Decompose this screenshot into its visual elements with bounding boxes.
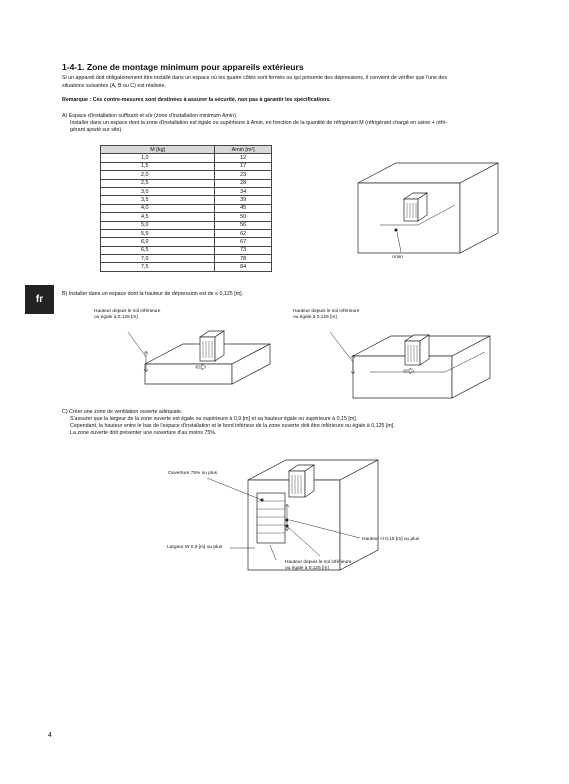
b2-label-line-1: Hauteur depuis le sol inférieure — [293, 309, 360, 314]
cell-amin: 45 — [215, 204, 272, 212]
b1-label-line-1: Hauteur depuis le sol inférieure — [94, 309, 161, 314]
cell-amin: 28 — [215, 179, 272, 187]
cell-m: 2,0 — [101, 171, 215, 179]
section-c-line-3: Cependant, la hauteur entre le bas de l'espace d'installation et le bord inférieur de la zone ouverte doit être inférieure ou égale à 0,125 [m]. — [70, 423, 395, 429]
section-c-line-2: S'assurer que la largeur de la zone ouverte est égale ou supérieure à 0,9 [m] et sa hauteur égale ou supérieure à 0,15 [m]. — [70, 416, 358, 422]
figure-c-opening-dot — [261, 499, 263, 501]
cell-amin: 17 — [215, 162, 272, 170]
cell-m: 4,5 — [101, 213, 215, 221]
cell-m: 3,5 — [101, 196, 215, 204]
cell-m: 5,5 — [101, 229, 215, 237]
figure-b2-leader — [330, 332, 355, 374]
cell-m: 1,5 — [101, 162, 215, 170]
cell-amin: 84 — [215, 263, 272, 271]
cell-m: 6,0 — [101, 238, 215, 246]
cell-amin: 34 — [215, 187, 272, 195]
c-width-label: Largeur W 0,9 [m] ou plus — [167, 545, 223, 550]
intro-line-2: situations suivantes (A, B ou C) est réalisée. — [62, 83, 166, 89]
figure-c-height-dot — [286, 519, 288, 521]
language-tab: fr — [25, 285, 54, 314]
section-a-line-1: A) Espace d'installation suffisant et sûr (zone d'installation minimum Amin). — [62, 113, 238, 119]
cell-amin: 23 — [215, 171, 272, 179]
section-b-line: B) Installer dans un espace dont la hauteur de dépression est de ≤ 0,125 [m]. — [62, 291, 244, 297]
section-a-line-2: Installer dans un espace dont la zone d'installation est égale ou supérieure à Amin, en fonction de la quantité de réfrigérant M (réfrigérant chargé en usine + réfri- — [70, 120, 448, 126]
c-opening-label: Ouverture 75% ou plus — [168, 471, 218, 476]
cell-m: 7,5 — [101, 263, 215, 271]
cell-m: 3,0 — [101, 187, 215, 195]
cell-amin: 50 — [215, 213, 272, 221]
amin-label: Amin — [392, 255, 403, 260]
figure-a-outdoor-unit — [404, 193, 427, 221]
intro-line-1: Si un appareil doit obligatoirement être installé dans un espace où les quatre côtés sont fermés ou qui présente des dépressions, il convient de vérifier que l'une des — [62, 75, 447, 81]
table-header-amin: Amin [m²] — [215, 146, 272, 154]
cell-m: 1,0 — [101, 154, 215, 162]
cell-m: 7,0 — [101, 255, 215, 263]
cell-m: 6,5 — [101, 246, 215, 254]
b2-label-line-2: ou égale à 0,125 [m] — [293, 315, 337, 320]
c-height-label: Hauteur H 0,15 [m] ou plus — [362, 537, 420, 542]
section-c-line-4: La zone ouverte doit présenter une ouverture d'au moins 75%. — [70, 430, 217, 436]
cell-m: 5,0 — [101, 221, 215, 229]
cell-amin: 62 — [215, 229, 272, 237]
c-floor-label-line-2: ou égale à 0,125 [m] — [285, 566, 329, 571]
cell-m: 4,0 — [101, 204, 215, 212]
cell-amin: 56 — [215, 221, 272, 229]
c-floor-label-line-1: Hauteur depuis le sol inférieure — [285, 560, 352, 565]
section-a-line-3: gérant ajouté sur site). — [70, 127, 123, 133]
section-c-line-1: C) Créer une zone de ventilation ouverte adéquate. — [62, 409, 183, 415]
figure-c-floor-dot — [286, 525, 288, 527]
section-title: 1-4-1. Zone de montage minimum pour appareils extérieurs — [62, 62, 304, 72]
figure-a-dot — [395, 229, 397, 231]
remark: Remarque : Ces contre-mesures sont destinées à assurer la sécurité, non pas à garantir les spécifications. — [62, 97, 331, 103]
cell-amin: 67 — [215, 238, 272, 246]
cell-m: 2,5 — [101, 179, 215, 187]
cell-amin: 12 — [215, 154, 272, 162]
table-header-m: M [kg] — [101, 146, 215, 154]
b1-label-line-2: ou égale à 0,125 [m] — [94, 315, 138, 320]
figure-a-enclosure — [358, 163, 498, 253]
figure-c-outdoor-unit — [289, 465, 314, 497]
page-number: 4 — [48, 732, 52, 739]
cell-amin: 78 — [215, 255, 272, 263]
cell-amin: 39 — [215, 196, 272, 204]
cell-amin: 73 — [215, 246, 272, 254]
